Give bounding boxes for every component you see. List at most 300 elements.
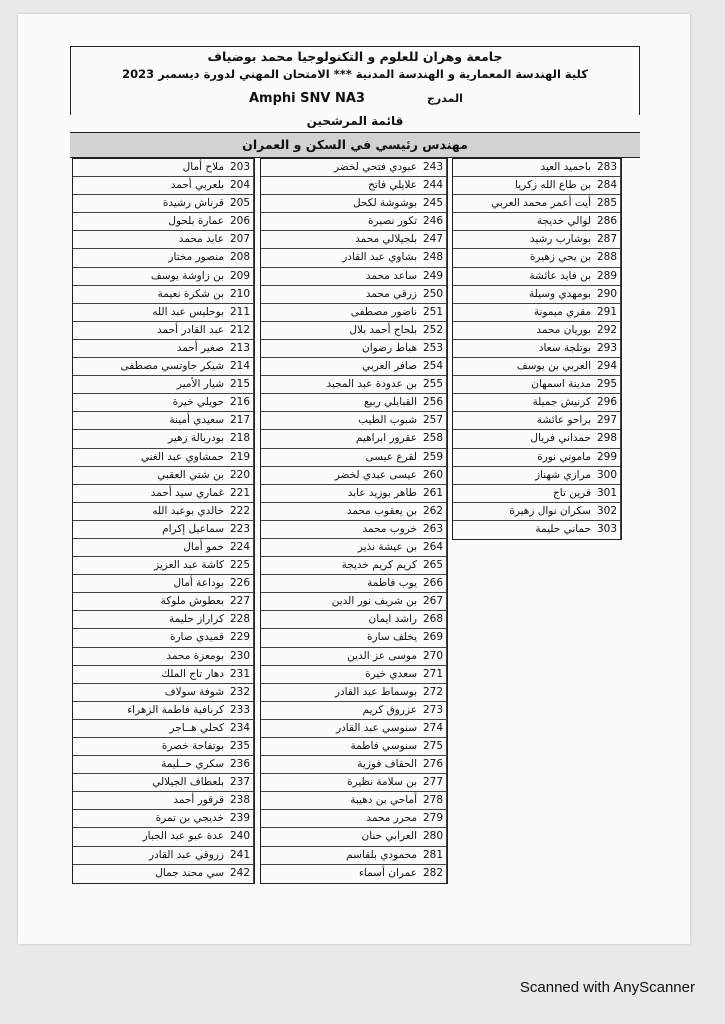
table-row (73, 231, 254, 249)
candidate-name: راشد ايمان (368, 613, 417, 626)
candidate-name: كريم كريم خديجة (341, 559, 417, 572)
table-row (261, 249, 447, 267)
candidate-name: بن فايد عائشة (529, 269, 591, 282)
candidate-number: 264 (420, 539, 447, 556)
candidate-number: 283 (594, 159, 621, 176)
candidate-name: صافر العربي (362, 360, 417, 373)
candidates-list-title: قائمة المرشحين (306, 114, 404, 128)
candidate-name: زروقي عبد القادر (149, 848, 224, 861)
table-row (261, 611, 447, 629)
candidate-number: 234 (227, 720, 254, 737)
candidate-number: 281 (420, 847, 447, 864)
position-title: مهندس رئيسي في السكن و العمران (242, 137, 468, 152)
candidate-number: 287 (594, 231, 621, 248)
candidate-number: 290 (594, 286, 621, 303)
candidate-name: أيت أعمر محمد العربي (491, 197, 591, 210)
candidate-number: 255 (420, 376, 447, 393)
table-row (453, 231, 621, 249)
table-row (261, 575, 447, 593)
table-row (261, 774, 447, 792)
candidate-number: 279 (420, 810, 447, 827)
table-row (73, 430, 254, 448)
candidate-name: محرر محمد (366, 812, 417, 825)
candidate-name: بن عدودة عبد المجيد (326, 378, 417, 391)
table-row (73, 702, 254, 720)
candidate-name: عدة عبو عبد الجبار (142, 830, 224, 843)
candidate-name: قميدي صارة (169, 631, 224, 644)
table-row (261, 449, 447, 467)
table-row (261, 648, 447, 666)
table-row (73, 340, 254, 358)
candidate-number: 208 (227, 249, 254, 266)
table-row (453, 322, 621, 340)
candidate-name: شيار الأمير (176, 378, 224, 391)
candidate-number: 206 (227, 213, 254, 230)
candidate-name: موسى عز الدين (347, 649, 417, 662)
candidate-name: بن شكرة نعيمة (157, 287, 224, 300)
candidate-name: كراراز حليمة (169, 613, 224, 626)
table-row (261, 322, 447, 340)
table-row (261, 213, 447, 231)
position-title-bar (70, 132, 640, 158)
candidate-number: 213 (227, 340, 254, 357)
candidate-name: حماني حليمة (535, 522, 591, 535)
table-row (453, 304, 621, 322)
candidate-number: 245 (420, 195, 447, 212)
table-row (73, 611, 254, 629)
table-row (261, 340, 447, 358)
candidate-number: 233 (227, 702, 254, 719)
candidate-number: 204 (227, 177, 254, 194)
table-row (453, 268, 621, 286)
candidate-number: 222 (227, 503, 254, 520)
table-row (73, 810, 254, 828)
candidate-name: بوحليس عبد الله (152, 305, 224, 318)
candidate-number: 217 (227, 412, 254, 429)
candidate-name: بوتفاحة خصرة (161, 740, 224, 752)
table-row (261, 557, 447, 575)
candidate-name: شيكر جاوتسي مصطفى (120, 360, 224, 373)
candidate-name: زرقي محمد (365, 287, 417, 300)
candidate-number: 277 (420, 774, 447, 791)
candidate-name: بودربالة زهير (168, 432, 224, 445)
candidate-number: 212 (227, 322, 254, 339)
table-row (261, 792, 447, 810)
candidate-name: بلحاج أحمد بلال (349, 323, 417, 336)
candidate-name: عبودي فتحي لخضر (333, 161, 417, 173)
candidate-name: محمودي بلقاسم (346, 848, 417, 861)
candidate-name: بومهدي وسيلة (528, 287, 591, 300)
candidate-number: 286 (594, 213, 621, 230)
table-row (73, 213, 254, 231)
candidate-name: بن شتي العقبي (157, 468, 224, 481)
university-name: جامعة وهران للعلوم و التكنولوجيا محمد بوضياف (207, 49, 503, 64)
candidate-number: 268 (420, 611, 447, 628)
candidate-name: بن يعقوب محمد (346, 504, 417, 517)
candidate-number: 275 (420, 738, 447, 755)
table-row (73, 666, 254, 684)
candidate-number: 207 (227, 231, 254, 248)
candidate-name: بن عيشة نذير (357, 540, 417, 553)
candidate-number: 289 (594, 268, 621, 285)
candidate-number: 259 (420, 449, 447, 466)
candidate-name: عمران أسماء (358, 866, 417, 879)
table-row (261, 195, 447, 213)
candidate-number: 223 (227, 521, 254, 538)
candidate-number: 251 (420, 304, 447, 321)
candidate-number: 237 (227, 774, 254, 791)
candidate-number: 258 (420, 430, 447, 447)
table-row (453, 485, 621, 503)
candidate-name: صغير أحمد (176, 341, 224, 354)
candidate-number: 211 (227, 304, 254, 321)
candidate-name: بشاوي عبد القادر (342, 251, 417, 264)
candidates-table-col-2 (260, 158, 448, 884)
candidate-name: حمو أمال (183, 540, 224, 553)
candidate-name: عزروق كريم (362, 703, 417, 716)
candidate-name: بن طاع الله زكريا (515, 179, 591, 192)
candidate-number: 250 (420, 286, 447, 303)
candidate-name: شوفة سولاف (164, 685, 224, 698)
table-row (453, 286, 621, 304)
candidate-name: طاهر بوزيد عابد (347, 486, 417, 499)
candidate-number: 238 (227, 792, 254, 809)
table-row (453, 340, 621, 358)
candidate-number: 267 (420, 593, 447, 610)
candidate-name: ساعد محمد (365, 269, 417, 282)
candidate-number: 230 (227, 648, 254, 665)
candidate-number: 224 (227, 539, 254, 556)
candidate-name: بوشارب رشيد (529, 233, 591, 246)
table-row (73, 557, 254, 575)
table-row (261, 720, 447, 738)
candidate-name: سي محند جمال (155, 866, 224, 879)
table-row (73, 449, 254, 467)
candidate-name: أماحي بن دهيبة (350, 794, 417, 807)
candidate-number: 249 (420, 268, 447, 285)
table-row (73, 195, 254, 213)
candidate-number: 302 (594, 503, 621, 520)
candidate-number: 296 (594, 394, 621, 411)
candidate-number: 229 (227, 629, 254, 646)
candidate-name: بوسماط عبد القادر (334, 685, 417, 698)
table-row (73, 865, 254, 883)
candidate-name: منصور مختار (168, 251, 224, 264)
candidate-number: 214 (227, 358, 254, 375)
candidate-name: بوشوشة لكحل (352, 197, 417, 210)
candidate-number: 240 (227, 828, 254, 845)
candidate-number: 291 (594, 304, 621, 321)
table-row (261, 485, 447, 503)
candidate-number: 270 (420, 648, 447, 665)
candidate-name: كحلي هــاجر (169, 721, 224, 734)
candidate-name: كرنافية فاطمة الزهراء (127, 703, 224, 716)
table-row (73, 738, 254, 756)
table-row (261, 231, 447, 249)
candidate-number: 278 (420, 792, 447, 809)
table-row (73, 684, 254, 702)
candidate-number: 285 (594, 195, 621, 212)
candidate-name: ملاح أمال (182, 161, 224, 173)
candidate-name: قرين تاج (553, 486, 591, 499)
table-row (453, 249, 621, 267)
candidate-name: ماموني نورة (537, 450, 591, 463)
candidate-name: سماعيل إكرام (162, 522, 224, 535)
candidate-name: سكري حــليمة (161, 758, 224, 771)
table-row (73, 774, 254, 792)
candidate-name: حمداني فريال (530, 432, 591, 445)
candidate-name: بلجيلالي محمد (355, 233, 417, 246)
candidate-number: 265 (420, 557, 447, 574)
candidate-name: هباط رضوان (362, 341, 417, 354)
table-row (261, 304, 447, 322)
candidate-number: 221 (227, 485, 254, 502)
candidate-number: 205 (227, 195, 254, 212)
table-row (261, 467, 447, 485)
candidate-name: مقري ميمونة (533, 305, 591, 318)
candidate-number: 244 (420, 177, 447, 194)
table-row (261, 828, 447, 846)
candidate-number: 297 (594, 412, 621, 429)
candidate-name: بن سلامة نظيرة (347, 776, 417, 789)
candidate-number: 228 (227, 611, 254, 628)
table-row (73, 412, 254, 430)
table-row (453, 521, 621, 539)
table-row (73, 593, 254, 611)
candidate-number: 252 (420, 322, 447, 339)
candidate-name: خروب محمد (362, 522, 417, 535)
table-row (261, 503, 447, 521)
candidate-number: 209 (227, 268, 254, 285)
candidate-number: 242 (227, 865, 254, 883)
candidate-name: دهار تاج الملك (161, 667, 224, 680)
candidate-number: 271 (420, 666, 447, 683)
table-row (73, 539, 254, 557)
candidate-name: سكران نوال زهيرة (509, 504, 591, 517)
table-row (261, 430, 447, 448)
candidate-name: بومعزة محمد (166, 649, 224, 662)
candidate-number: 227 (227, 593, 254, 610)
candidate-name: قرقور أحمد (173, 794, 224, 807)
table-row (453, 177, 621, 195)
table-row (261, 847, 447, 865)
table-row (261, 738, 447, 756)
candidate-number: 273 (420, 702, 447, 719)
table-row (261, 702, 447, 720)
table-row (73, 648, 254, 666)
table-row (261, 177, 447, 195)
candidate-number: 241 (227, 847, 254, 864)
table-row (453, 503, 621, 521)
table-row (73, 792, 254, 810)
candidate-number: 301 (594, 485, 621, 502)
candidate-number: 280 (420, 828, 447, 845)
candidate-name: بعطوش ملوكة (160, 595, 224, 608)
candidate-number: 292 (594, 322, 621, 339)
candidate-number: 256 (420, 394, 447, 411)
table-row (261, 286, 447, 304)
table-row (73, 322, 254, 340)
candidate-number: 260 (420, 467, 447, 484)
candidate-number: 210 (227, 286, 254, 303)
candidate-name: غماري سيد أحمد (150, 486, 224, 499)
candidate-name: خالدي بوعبد الله (152, 504, 224, 517)
candidate-name: بن زاوشة يوسف (150, 269, 224, 282)
candidate-name: بوريان محمد (536, 323, 591, 336)
candidate-number: 248 (420, 249, 447, 266)
candidate-name: بوداعة أمال (173, 577, 224, 590)
table-row (453, 213, 621, 231)
table-row (261, 394, 447, 412)
table-row (73, 485, 254, 503)
table-row (261, 268, 447, 286)
candidate-number: 226 (227, 575, 254, 592)
table-row (453, 394, 621, 412)
table-row (73, 629, 254, 647)
candidate-number: 263 (420, 521, 447, 538)
table-row (261, 810, 447, 828)
candidate-name: حمشاوي عبد الغني (140, 450, 224, 463)
table-row (453, 449, 621, 467)
candidate-name: الحقاف فوزية (357, 758, 417, 771)
candidate-number: 282 (420, 865, 447, 883)
candidate-number: 293 (594, 340, 621, 357)
candidate-name: سعيدي أمينة (169, 414, 224, 427)
table-row (261, 159, 447, 177)
candidate-number: 231 (227, 666, 254, 683)
candidate-name: لوالي خديجة (536, 215, 591, 228)
table-row (453, 467, 621, 485)
candidate-number: 236 (227, 756, 254, 773)
candidate-name: بن يحي زهيرة (529, 251, 591, 264)
candidate-name: باحميد العيد (540, 161, 591, 173)
candidate-number: 294 (594, 358, 621, 375)
table-row (73, 358, 254, 376)
candidate-name: يخلف سارة (367, 631, 417, 644)
table-row (261, 539, 447, 557)
candidate-number: 203 (227, 159, 254, 176)
table-row (73, 177, 254, 195)
candidate-number: 219 (227, 449, 254, 466)
candidate-number: 254 (420, 358, 447, 375)
candidate-name: عبد القادر أحمد (157, 323, 224, 336)
candidate-number: 239 (227, 810, 254, 827)
table-row (261, 358, 447, 376)
candidate-name: بلعطاف الجيلالي (152, 776, 224, 789)
table-row (73, 847, 254, 865)
candidate-name: عابد محمد (178, 233, 224, 246)
candidate-number: 247 (420, 231, 447, 248)
candidate-name: يوب فاطمة (367, 577, 417, 590)
table-row (73, 756, 254, 774)
table-row (453, 430, 621, 448)
table-row (73, 503, 254, 521)
table-row (261, 756, 447, 774)
table-row (261, 684, 447, 702)
candidate-number: 288 (594, 249, 621, 266)
table-row (73, 394, 254, 412)
table-row (73, 828, 254, 846)
table-row (453, 159, 621, 177)
faculty-exam-line: كلية الهندسة المعمارية و الهندسة المدنية *** الامتحان المهني لدورة ديسمبر 2023 (122, 67, 588, 81)
candidate-number: 272 (420, 684, 447, 701)
candidate-number: 215 (227, 376, 254, 393)
candidate-name: براحو عائشة (536, 414, 591, 427)
table-row (453, 376, 621, 394)
candidate-number: 298 (594, 430, 621, 447)
table-row (73, 376, 254, 394)
table-row (261, 593, 447, 611)
candidate-name: العرابي حنان (361, 830, 417, 843)
table-row (261, 666, 447, 684)
table-row (453, 195, 621, 213)
candidate-number: 266 (420, 575, 447, 592)
candidate-number: 261 (420, 485, 447, 502)
candidate-number: 253 (420, 340, 447, 357)
table-row (261, 629, 447, 647)
amphi-label: Amphi SNV NA3 (249, 91, 365, 106)
candidates-table-col-3 (72, 158, 255, 884)
candidate-number: 257 (420, 412, 447, 429)
candidate-name: سنوسي فاطمة (350, 740, 417, 752)
candidate-number: 246 (420, 213, 447, 230)
candidate-name: سنوسي عبد القادر (336, 721, 417, 734)
candidate-number: 220 (227, 467, 254, 484)
candidate-number: 235 (227, 738, 254, 755)
candidate-name: مدينة اسمهان (531, 378, 591, 391)
candidate-number: 269 (420, 629, 447, 646)
scanner-watermark: Scanned with AnyScanner (519, 979, 695, 996)
candidate-name: عقرور ابراهيم (355, 432, 417, 445)
table-row (261, 865, 447, 883)
candidate-name: القبايلي ربيع (363, 396, 417, 409)
candidates-table-col-1 (452, 158, 622, 540)
candidate-number: 276 (420, 756, 447, 773)
table-row (261, 376, 447, 394)
candidate-name: عمارة بلحول (168, 215, 224, 228)
candidate-number: 232 (227, 684, 254, 701)
candidate-name: قرناش رشيدة (162, 197, 224, 210)
candidate-name: مرازي شهناز (534, 468, 591, 481)
candidate-number: 303 (594, 521, 621, 539)
candidate-number: 284 (594, 177, 621, 194)
candidate-number: 218 (227, 430, 254, 447)
table-row (73, 467, 254, 485)
table-row (73, 304, 254, 322)
candidate-name: كرنيش جميلة (532, 396, 591, 409)
candidate-name: عيسى عبدي لخضر (334, 468, 417, 481)
candidate-name: تكور نصيرة (367, 215, 417, 228)
candidate-name: بن شريف نور الدين (331, 595, 417, 608)
table-row (73, 521, 254, 539)
candidate-name: بوتلجة سعاد (538, 341, 591, 354)
candidate-name: العربي بن يوسف (516, 360, 591, 373)
candidate-name: حويلي خيرة (172, 396, 224, 409)
candidate-number: 299 (594, 449, 621, 466)
amphi-arabic-label: المدرج (427, 92, 463, 105)
candidate-name: كاشة عبد العزيز (154, 559, 224, 572)
table-row (73, 575, 254, 593)
table-row (453, 412, 621, 430)
table-row (73, 268, 254, 286)
candidate-name: ناضور مصطفى (350, 305, 417, 318)
candidate-number: 243 (420, 159, 447, 176)
candidate-name: شبوب الطيب (358, 414, 417, 427)
table-row (73, 286, 254, 304)
candidate-name: بلعربي أحمد (170, 179, 224, 192)
candidate-name: لقرع عيسى (365, 450, 417, 463)
table-row (73, 720, 254, 738)
